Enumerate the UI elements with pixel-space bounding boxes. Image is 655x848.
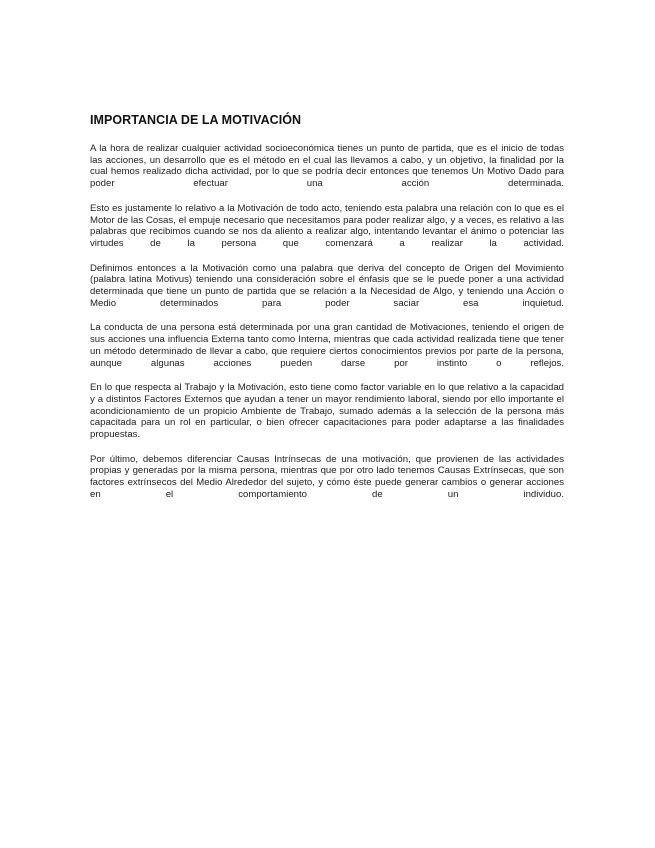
paragraph-2: Esto es justamente lo relativo a la Motivación de todo acto, teniendo esta palabra una relación con lo que es el Motor de las Cosas, el empuje necesario que necesitamos para poder realizar algo, y a veces, es relativo a las palabras que recibimos cuando se nos da aliento a realizar algo, intentando levantar el ánimo o potenciar las virtudes de la persona que comenzará a realizar la actividad. [90,202,564,249]
document-page [90,113,564,501]
paragraph-1: A la hora de realizar cualquier actividad socioeconómica tienes un punto de partida, que es el inicio de todas las acciones, un desarrollo que es el método en el cual las llevamos a cabo, y un objetivo, la finalidad por la cual hemos realizado dicha actividad, por lo que se podría decir entonces que tenemos Un Motivo Dado para poder efectuar una acción determinada. [90,143,564,190]
paragraph-4: La conducta de una persona está determinada por una gran cantidad de Motivaciones, teniendo el origen de sus acciones una influencia Externa tanto como Interna, mientras que cada actividad realizada tiene que tener un método determinado de llevar a cabo, que requiere ciertos conocimientos previos por parte de la persona, aunque algunas acciones pueden darse por instinto o reflejos. [90,322,564,369]
paragraph-5: En lo que respecta al Trabajo y la Motivación, esto tiene como factor variable en lo que relativo a la capacidad y a distintos Factores Externos que ayudan a tener un mayor rendimiento laboral, siendo por ello importante el acondicionamiento de un propicio Ambiente de Trabajo, sumado además a la selección de la persona más capacitada para un rol en particular, o bien ofrecer capacitaciones para poder adaptarse a las finalidades propuestas. [90,382,564,441]
paragraph-6: Por último, debemos diferenciar Causas Intrínsecas de una motivación, que provienen de las actividades propias y generadas por la misma persona, mientras que por otro lado tenemos Causas Extrínsecas, que son factores extrínsecos del Medio Alrededor del sujeto, y cómo éste puede generar cambios o generar acciones en el comportamiento de un individuo. [90,453,564,500]
document-title: IMPORTANCIA DE LA MOTIVACIÓN [90,113,302,127]
paragraph-3: Definimos entonces a la Motivación como una palabra que deriva del concepto de Origen del Movimiento (palabra latina Motivus) teniendo una consideración sobre el énfasis que se le puede poner a una actividad determinada que tiene un punto de partida que se relación a la Necesidad de Algo, y teniendo una Acción o Medio determinados para poder saciar esa inquietud. [90,262,564,309]
